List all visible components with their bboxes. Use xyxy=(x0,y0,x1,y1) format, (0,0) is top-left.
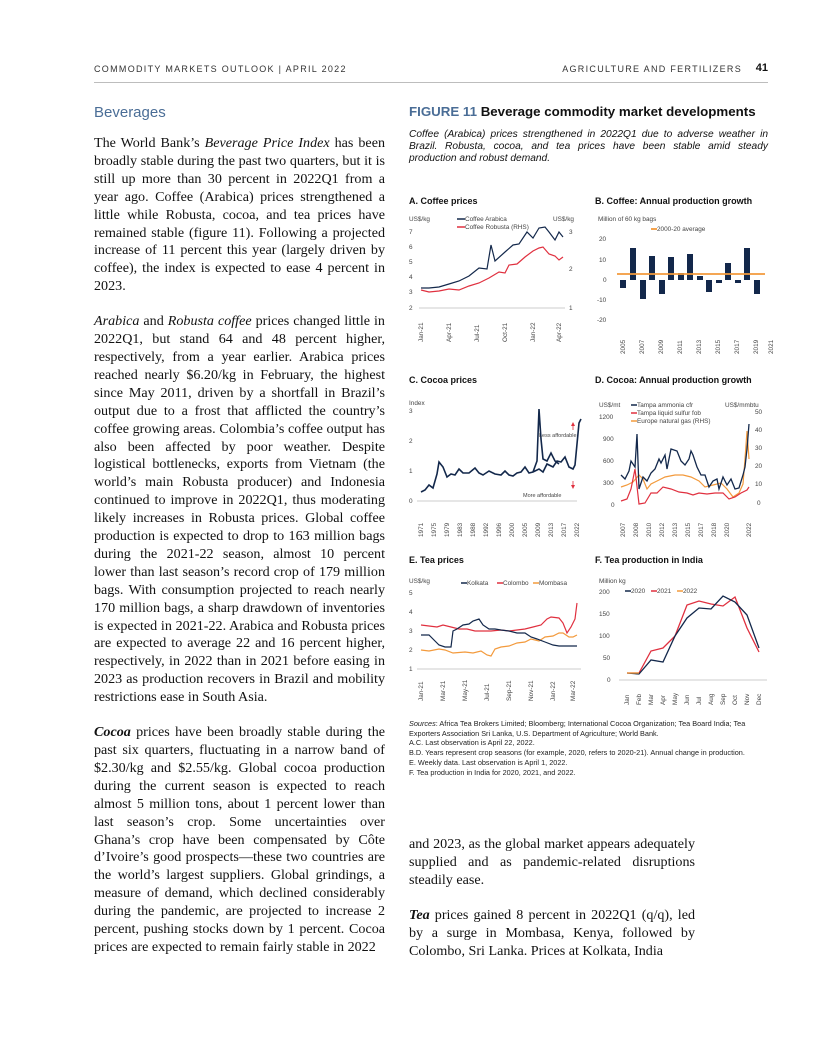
svg-text:2011: 2011 xyxy=(677,340,684,354)
svg-text:2019: 2019 xyxy=(753,339,760,354)
note-ac: A.C. Last observation is April 22, 2022. xyxy=(409,738,535,748)
svg-text:1988: 1988 xyxy=(470,522,477,537)
note-e: E. Weekly data. Last observation is April 1, 2022. xyxy=(409,757,568,767)
svg-text:6: 6 xyxy=(409,244,413,251)
svg-text:Jul: Jul xyxy=(696,696,703,705)
note-bd: B.D. Years represent crop seasons (for example, 2020, refers to 2020-21). Annual change in production. xyxy=(409,748,745,758)
svg-text:1: 1 xyxy=(409,468,413,475)
svg-text:2012: 2012 xyxy=(659,522,666,537)
svg-text:2021: 2021 xyxy=(768,339,775,354)
svg-text:Apr: Apr xyxy=(660,695,667,705)
svg-text:4: 4 xyxy=(409,609,413,616)
svg-text:5: 5 xyxy=(409,259,413,266)
svg-text:2000: 2000 xyxy=(509,522,516,537)
svg-text:1200: 1200 xyxy=(599,414,614,421)
svg-text:3: 3 xyxy=(409,408,413,415)
chart-coffee-production-growth xyxy=(595,210,775,360)
svg-text:2007: 2007 xyxy=(620,522,627,537)
chapter-title: AGRICULTURE AND FERTILIZERS xyxy=(562,64,742,74)
chart-coffee-prices xyxy=(409,210,589,360)
svg-text:1: 1 xyxy=(409,666,413,673)
svg-text:Tampa ammonia cfr: Tampa ammonia cfr xyxy=(637,402,694,409)
svg-text:2017: 2017 xyxy=(734,339,741,354)
svg-text:Mar: Mar xyxy=(648,693,655,705)
svg-text:0: 0 xyxy=(607,677,611,684)
paragraph-cocoa: Cocoa prices have been broadly stable during the past six quarters, fluctuating in a narrow band of $2.30/kg and $2.55/kg. Global cocoa production during the current season is expected to reach almost 5 million tons, about 1 percent lower than last season’s crop. Some uncertainties over Ghana’s crop have been compensated by Côte d’Ivoire’s good prospects—these two countries are the world’s largest suppliers. Global grindings, a measure of demand, which declined considerably during the pandemic, are projected to increase 2 percent, pushing stocks down by 1 percent. Cocoa prices are expected to remain fairly stable in 2022 xyxy=(94,724,385,955)
paragraph-coffee: Arabica and Robusta coffee prices changed little in 2022Q1, but stand 64 and 48 percent higher, respectively, from a year earlier. Arabica prices reached nearly $6.20/kg in February, the highest since May 2011, driven by a shortfall in Brazil’s output due to a frost that afflicted the country’s coffee growing areas. Colombia’s coffee output has also been affected by poor weather. Despite logistical bottlenecks, exports from Vietnam (the world’s main Robusta producer) and Indonesia continued to improve in 2022Q1, thus moderating likely increases in Robusta prices. Global coffee production is expected to drop to 163 million bags during the 2021-22 season, almost 10 percent lower than last season’s record crop of 179 million bags. With consumption projected to reach nearly 170 million bags, a sharp drawdown of inventories is expected in 2021-22. Arabica and Robusta prices are expected to average 22 and 16 percent higher, respectively, in 2022 than in 2021 before easing in 2023 as production recovers in Brazil and mobility restrictions ease in South Asia. xyxy=(94,313,385,706)
chart-panel-f-tea-production xyxy=(595,555,775,725)
svg-text:Million of 60 kg bags: Million of 60 kg bags xyxy=(598,216,657,223)
figure-11 xyxy=(409,104,768,165)
chart-panel-a-coffee-prices xyxy=(409,196,589,366)
svg-text:Oct-21: Oct-21 xyxy=(502,322,509,342)
svg-text:200: 200 xyxy=(599,589,610,596)
svg-text:Coffee Arabica: Coffee Arabica xyxy=(465,216,507,223)
svg-text:2018: 2018 xyxy=(711,522,718,537)
svg-text:Oct: Oct xyxy=(732,695,739,705)
svg-text:2010: 2010 xyxy=(646,522,653,537)
svg-text:Apr-22: Apr-22 xyxy=(556,322,563,342)
svg-text:2017: 2017 xyxy=(561,522,568,537)
svg-text:Nov-21: Nov-21 xyxy=(528,680,535,701)
svg-text:-10: -10 xyxy=(597,297,607,304)
svg-text:2005: 2005 xyxy=(522,522,529,537)
svg-text:Jan-21: Jan-21 xyxy=(418,681,425,701)
svg-text:Million kg: Million kg xyxy=(599,578,626,585)
svg-text:US$/mmbtu: US$/mmbtu xyxy=(725,402,759,409)
chart-panel-b-coffee-production xyxy=(595,196,775,366)
svg-text:More affordable: More affordable xyxy=(523,493,562,499)
figure-title: FIGURE 11 Beverage commodity market developments xyxy=(409,104,756,119)
section-title: Beverages xyxy=(94,104,166,121)
svg-text:7: 7 xyxy=(409,229,413,236)
page-number: 41 xyxy=(755,62,768,74)
svg-text:0: 0 xyxy=(409,498,413,505)
svg-text:2021: 2021 xyxy=(657,588,672,595)
svg-text:2000-20 average: 2000-20 average xyxy=(657,226,706,233)
running-head xyxy=(94,62,768,78)
chart-tea-production-india xyxy=(595,569,775,719)
svg-text:May-21: May-21 xyxy=(462,679,469,701)
svg-text:Colombo: Colombo xyxy=(503,580,529,587)
svg-text:20: 20 xyxy=(755,463,763,470)
svg-text:2013: 2013 xyxy=(548,522,555,537)
figure-subtitle: Coffee (Arabica) prices strengthened in 2022Q1 due to adverse weather in Brazil. Robusta, cocoa, and tea prices have been stable amid steady production and robust demand. xyxy=(409,129,768,164)
svg-text:US$/kg: US$/kg xyxy=(409,578,430,585)
svg-text:Jan-22: Jan-22 xyxy=(550,681,557,701)
svg-text:2009: 2009 xyxy=(535,522,542,537)
panel-title: F. Tea production in India xyxy=(595,555,703,565)
svg-text:50: 50 xyxy=(603,655,611,662)
svg-text:30: 30 xyxy=(755,445,763,452)
svg-text:2017: 2017 xyxy=(698,522,705,537)
svg-text:May: May xyxy=(672,692,679,705)
svg-text:Tampa liquid sulfur fob: Tampa liquid sulfur fob xyxy=(637,410,701,417)
svg-text:US$/kg: US$/kg xyxy=(553,216,574,223)
svg-text:20: 20 xyxy=(599,236,607,243)
svg-text:2013: 2013 xyxy=(696,339,703,354)
chart-tea-prices xyxy=(409,569,589,719)
svg-text:Europe natural gas (RHS): Europe natural gas (RHS) xyxy=(637,418,711,425)
svg-text:Mar-21: Mar-21 xyxy=(440,680,447,701)
svg-text:150: 150 xyxy=(599,611,610,618)
svg-text:US$/kg: US$/kg xyxy=(409,216,430,223)
svg-text:Less affordable: Less affordable xyxy=(539,433,577,439)
panel-title: A. Coffee prices xyxy=(409,196,478,206)
svg-text:2020: 2020 xyxy=(724,522,731,537)
svg-text:2015: 2015 xyxy=(685,522,692,537)
panel-title: E. Tea prices xyxy=(409,555,464,565)
panel-title: D. Cocoa: Annual production growth xyxy=(595,375,752,385)
svg-text:0: 0 xyxy=(757,500,761,507)
sources-note: Sources: Africa Tea Brokers Limited; Bloomberg; International Cocoa Organization; Tea Board India; Tea Exporters Association Sri Lanka, U.S. Department of Agriculture; World Bank. xyxy=(409,719,746,738)
svg-text:Feb: Feb xyxy=(636,693,643,705)
figure-notes xyxy=(409,719,768,777)
svg-text:Coffee Robusta (RHS): Coffee Robusta (RHS) xyxy=(465,224,529,231)
svg-text:1975: 1975 xyxy=(431,522,438,537)
svg-text:50: 50 xyxy=(755,409,763,416)
svg-text:Jan-21: Jan-21 xyxy=(418,322,425,342)
svg-text:US$/mt: US$/mt xyxy=(599,402,621,409)
svg-text:10: 10 xyxy=(599,257,607,264)
chart-fertilizer-prices xyxy=(595,389,775,539)
svg-text:2022: 2022 xyxy=(574,522,581,537)
chart-cocoa-prices xyxy=(409,389,589,539)
left-column xyxy=(94,104,385,974)
svg-text:Sep: Sep xyxy=(720,693,727,705)
right-column-text xyxy=(409,836,695,977)
chart-panel-c-cocoa-prices xyxy=(409,375,589,545)
svg-text:Kolkata: Kolkata xyxy=(467,580,489,587)
svg-text:2: 2 xyxy=(409,305,413,312)
svg-text:1971: 1971 xyxy=(418,522,425,537)
svg-text:10: 10 xyxy=(755,481,763,488)
svg-text:0: 0 xyxy=(611,502,615,509)
svg-text:Mar-22: Mar-22 xyxy=(570,680,577,701)
svg-text:2020: 2020 xyxy=(631,588,646,595)
svg-text:Aug: Aug xyxy=(708,693,715,705)
svg-text:2: 2 xyxy=(409,647,413,654)
svg-text:2: 2 xyxy=(569,266,573,273)
svg-text:2013: 2013 xyxy=(672,522,679,537)
svg-text:40: 40 xyxy=(755,427,763,434)
svg-text:Jan-22: Jan-22 xyxy=(530,322,537,342)
paragraph-tea: Tea prices gained 8 percent in 2022Q1 (q/q), led by a surge in Mombasa, Kenya, followed by Colombo, Sri Lanka. Prices at Kolkata, India xyxy=(409,906,695,959)
chart-panel-d-cocoa-production xyxy=(595,375,775,545)
svg-text:900: 900 xyxy=(603,436,614,443)
svg-text:2007: 2007 xyxy=(639,339,646,354)
svg-text:1979: 1979 xyxy=(444,522,451,537)
svg-text:600: 600 xyxy=(603,458,614,465)
svg-text:100: 100 xyxy=(599,633,610,640)
svg-text:Jul-21: Jul-21 xyxy=(484,683,491,701)
svg-text:2009: 2009 xyxy=(658,339,665,354)
svg-text:5: 5 xyxy=(409,590,413,597)
svg-text:4: 4 xyxy=(409,274,413,281)
svg-text:3: 3 xyxy=(569,229,573,236)
svg-text:2022: 2022 xyxy=(683,588,698,595)
svg-text:2008: 2008 xyxy=(633,522,640,537)
paragraph-cocoa-continued: and 2023, as the global market appears adequately supplied and as pandemic-related disruptions steadily ease. xyxy=(409,836,695,888)
chart-panel-e-tea-prices xyxy=(409,555,589,725)
svg-text:300: 300 xyxy=(603,480,614,487)
svg-text:Jan: Jan xyxy=(624,694,631,705)
svg-text:1983: 1983 xyxy=(457,522,464,537)
svg-text:Sep-21: Sep-21 xyxy=(506,680,513,701)
svg-text:Index: Index xyxy=(409,400,425,407)
svg-text:0: 0 xyxy=(603,277,607,284)
svg-text:Dec: Dec xyxy=(756,693,763,705)
svg-text:1992: 1992 xyxy=(483,522,490,537)
paragraph-beverages-intro: The World Bank’s Beverage Price Index has been broadly stable during the past two quarters, but it is still up more than 30 percent in 2022Q1 from a year ago. Coffee (Arabica) prices strengthened a little while Robusta, cocoa, and tea prices have remained stable (figure 11). Following a projected increase of 11 percent this year (largely driven by coffee), the index is expected to ease 4 percent in 2023. xyxy=(94,135,385,295)
svg-text:2015: 2015 xyxy=(715,339,722,354)
svg-text:2: 2 xyxy=(409,438,413,445)
svg-text:1996: 1996 xyxy=(496,522,503,537)
svg-text:3: 3 xyxy=(409,289,413,296)
publication-title: COMMODITY MARKETS OUTLOOK | APRIL 2022 xyxy=(94,64,347,74)
svg-text:Mombasa: Mombasa xyxy=(539,580,568,587)
svg-text:1: 1 xyxy=(569,305,573,312)
panel-title: B. Coffee: Annual production growth xyxy=(595,196,753,206)
svg-text:Jul-21: Jul-21 xyxy=(474,324,481,342)
svg-text:2005: 2005 xyxy=(620,339,627,354)
svg-text:Jun: Jun xyxy=(684,694,691,705)
header-divider xyxy=(94,82,768,83)
svg-text:3: 3 xyxy=(409,628,413,635)
panel-title: C. Cocoa prices xyxy=(409,375,478,385)
note-f: F. Tea production in India for 2020, 2021, and 2022. xyxy=(409,767,576,777)
svg-text:-20: -20 xyxy=(597,317,607,324)
svg-text:2022: 2022 xyxy=(746,522,753,537)
svg-text:Apr-21: Apr-21 xyxy=(446,322,453,342)
svg-text:Nov: Nov xyxy=(744,693,751,705)
